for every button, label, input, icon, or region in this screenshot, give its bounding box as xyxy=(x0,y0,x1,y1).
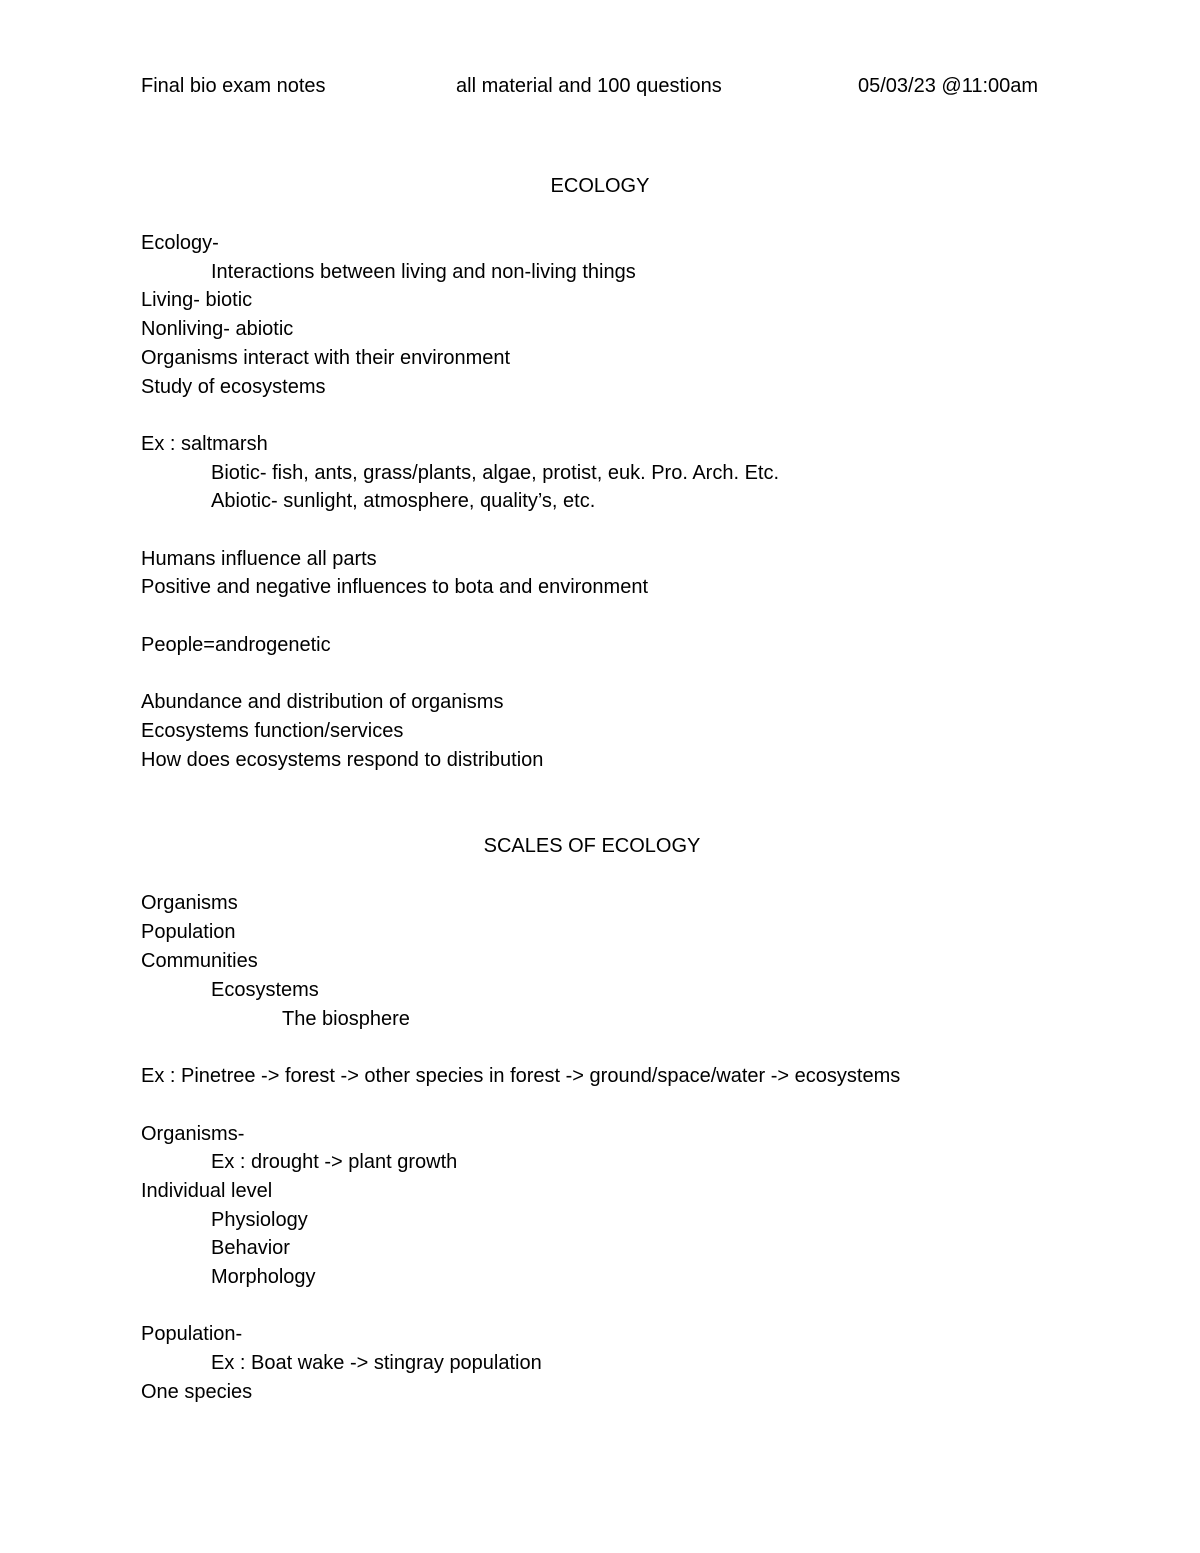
note-line: Positive and negative influences to bota and environment xyxy=(141,576,649,598)
note-line: Ecosystems xyxy=(211,979,319,1001)
note-line: How does ecosystems respond to distribution xyxy=(141,749,544,771)
section-title-ecology: ECOLOGY xyxy=(550,175,650,197)
note-line: Ecosystems function/services xyxy=(141,720,404,742)
note-line: Interactions between living and non-living things xyxy=(211,261,636,283)
note-line: One species xyxy=(141,1381,253,1403)
header-subtitle: all material and 100 questions xyxy=(456,75,722,97)
note-line: Study of ecosystems xyxy=(141,376,326,398)
note-line: Population xyxy=(141,921,236,943)
note-line: Living- biotic xyxy=(141,289,253,311)
note-line: Abiotic- sunlight, atmosphere, quality’s, etc. xyxy=(211,490,596,512)
note-line: Morphology xyxy=(211,1266,316,1288)
note-line: Organisms- xyxy=(141,1123,245,1145)
header-date: 05/03/23 @11:00am xyxy=(858,75,1039,97)
note-line: People=androgenetic xyxy=(141,634,331,656)
note-line: Ex : Pinetree -> forest -> other species in forest -> ground/space/water -> ecosystems xyxy=(141,1065,901,1087)
note-line: Abundance and distribution of organisms xyxy=(141,691,504,713)
note-line: Nonliving- abiotic xyxy=(141,318,294,340)
header-title: Final bio exam notes xyxy=(141,75,326,97)
note-line: Ex : saltmarsh xyxy=(141,433,268,455)
note-line: Humans influence all parts xyxy=(141,548,377,570)
note-line: The biosphere xyxy=(282,1008,410,1030)
note-line: Communities xyxy=(141,950,258,972)
note-line: Organisms interact with their environment xyxy=(141,347,511,369)
note-line: Ex : Boat wake -> stingray population xyxy=(211,1352,542,1374)
note-line: Ecology- xyxy=(141,232,219,254)
section-title-scales: SCALES OF ECOLOGY xyxy=(483,835,701,857)
note-line: Physiology xyxy=(211,1209,308,1231)
note-line: Ex : drought -> plant growth xyxy=(211,1151,458,1173)
note-line: Individual level xyxy=(141,1180,273,1202)
note-line: Behavior xyxy=(211,1237,290,1259)
note-line: Biotic- fish, ants, grass/plants, algae, protist, euk. Pro. Arch. Etc. xyxy=(211,462,780,484)
note-line: Organisms xyxy=(141,892,238,914)
note-line: Population- xyxy=(141,1323,243,1345)
page-header xyxy=(141,72,1071,100)
